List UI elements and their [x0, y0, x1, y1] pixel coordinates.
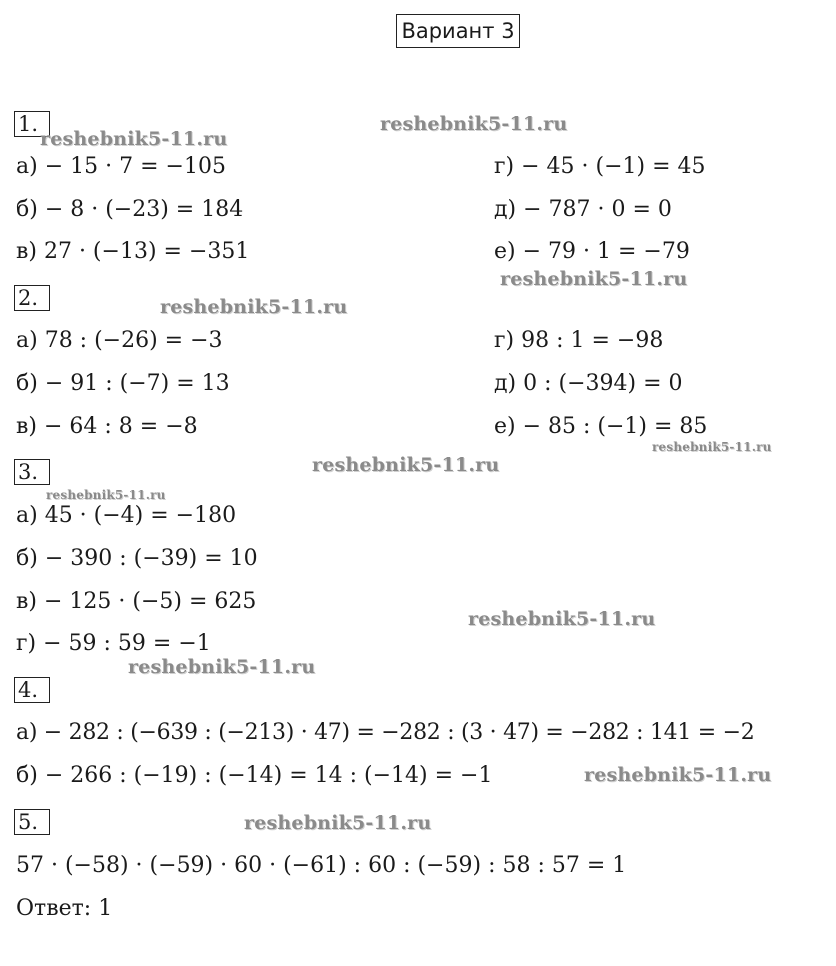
- section-5-number: 5.: [14, 809, 50, 835]
- s1-line-a: а) − 15 · 7 = −105: [16, 154, 226, 179]
- watermark: reshebnik5-11.ru: [160, 296, 348, 318]
- s2-line-a: а) 78 : (−26) = −3: [16, 328, 223, 353]
- s3-line-b: б) − 390 : (−39) = 10: [16, 546, 258, 571]
- s5-expression: 57 · (−58) · (−59) · 60 · (−61) : 60 : (−59) : 58 : 57 = 1: [16, 853, 627, 878]
- watermark: reshebnik5-11.ru: [40, 128, 228, 150]
- watermark: reshebnik5-11.ru: [312, 454, 500, 476]
- section-1-number: 1.: [14, 111, 50, 137]
- s1-line-d: д) − 787 · 0 = 0: [494, 197, 672, 222]
- section-3-number: 3.: [14, 459, 50, 485]
- watermark: reshebnik5-11.ru: [128, 656, 316, 678]
- watermark: reshebnik5-11.ru: [652, 440, 772, 454]
- watermark: reshebnik5-11.ru: [468, 608, 656, 630]
- s3-line-a: а) 45 · (−4) = −180: [16, 503, 237, 528]
- watermark: reshebnik5-11.ru: [500, 268, 688, 290]
- page-title: Вариант 3: [396, 14, 520, 48]
- s2-line-b: б) − 91 : (−7) = 13: [16, 371, 230, 396]
- s2-line-d: д) 0 : (−394) = 0: [494, 371, 683, 396]
- s1-line-b: б) − 8 · (−23) = 184: [16, 197, 244, 222]
- watermark: reshebnik5-11.ru: [584, 764, 772, 786]
- s3-line-g: г) − 59 : 59 = −1: [16, 631, 211, 656]
- s2-line-g: г) 98 : 1 = −98: [494, 328, 664, 353]
- s1-line-v: в) 27 · (−13) = −351: [16, 239, 250, 264]
- s5-answer: Ответ: 1: [16, 896, 113, 921]
- watermark: reshebnik5-11.ru: [46, 488, 166, 502]
- section-2-number: 2.: [14, 285, 50, 311]
- watermark: reshebnik5-11.ru: [380, 113, 568, 135]
- s1-line-e: е) − 79 · 1 = −79: [494, 239, 690, 264]
- s1-line-g: г) − 45 · (−1) = 45: [494, 154, 706, 179]
- s4-line-a: а) − 282 : (−639 : (−213) · 47) = −282 : (3 · 47) = −282 : 141 = −2: [16, 720, 755, 745]
- section-4-number: 4.: [14, 677, 50, 703]
- s2-line-e: е) − 85 : (−1) = 85: [494, 414, 708, 439]
- s3-line-v: в) − 125 · (−5) = 625: [16, 589, 257, 614]
- watermark: reshebnik5-11.ru: [244, 812, 432, 834]
- s4-line-b: б) − 266 : (−19) : (−14) = 14 : (−14) = −1: [16, 763, 493, 788]
- s2-line-v: в) − 64 : 8 = −8: [16, 414, 198, 439]
